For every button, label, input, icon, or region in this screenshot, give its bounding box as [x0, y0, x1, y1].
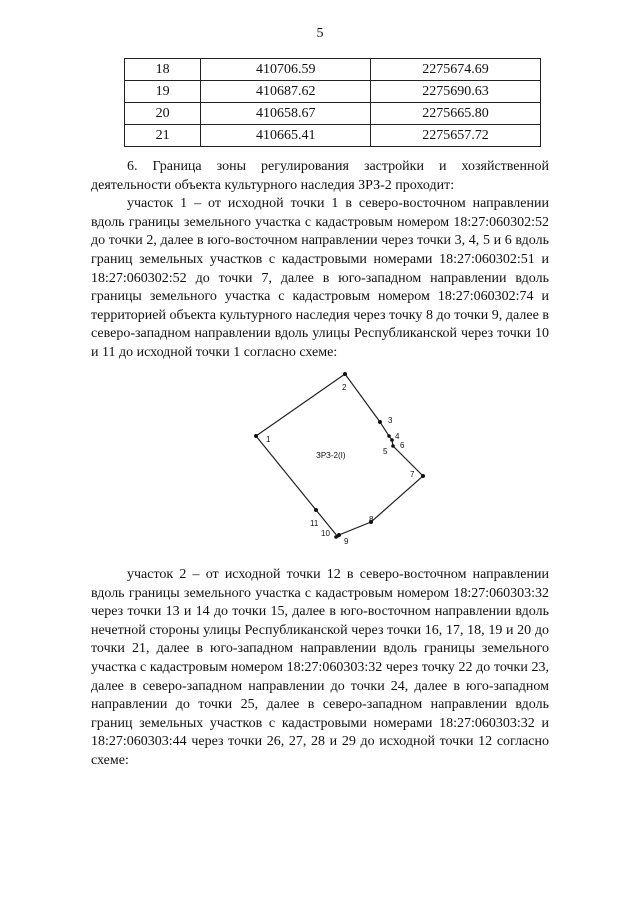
y-coordinate: 2275665.80 — [371, 103, 541, 125]
boundary-point — [387, 434, 391, 438]
boundary-point — [421, 474, 425, 478]
point-label: 5 — [383, 447, 388, 456]
x-coordinate: 410687.62 — [201, 81, 371, 103]
coordinates-table — [124, 58, 541, 147]
point-number: 20 — [125, 103, 201, 125]
page-number: 5 — [316, 26, 324, 41]
point-label: 8 — [369, 515, 374, 524]
table-row — [125, 81, 541, 103]
zone-label: ЗРЗ-2(I) — [316, 451, 346, 460]
x-coordinate: 410706.59 — [201, 59, 371, 81]
point-label: 11 — [310, 519, 319, 528]
section-heading: 6. Граница зоны регулирования застройки и хозяйственной деятельности объекта культурного наследия ЗРЗ-2 проходит: — [91, 159, 549, 193]
boundary-point — [391, 444, 395, 448]
point-label: 2 — [342, 383, 347, 392]
boundary-point — [378, 420, 382, 424]
point-label: 3 — [388, 416, 393, 425]
point-label: 7 — [410, 470, 415, 479]
part-2-text — [91, 566, 549, 771]
boundary-point — [343, 372, 347, 376]
zone-scheme-diagram — [230, 360, 440, 550]
y-coordinate: 2275690.63 — [371, 81, 541, 103]
boundary-point — [254, 434, 258, 438]
table-row — [125, 125, 541, 147]
x-coordinate: 410658.67 — [201, 103, 371, 125]
point-number: 18 — [125, 59, 201, 81]
point-label: 10 — [321, 529, 330, 538]
section-6-text — [91, 158, 549, 363]
point-number: 21 — [125, 125, 201, 147]
point-label: 4 — [395, 432, 400, 441]
table-row — [125, 59, 541, 81]
x-coordinate: 410665.41 — [201, 125, 371, 147]
point-number: 19 — [125, 81, 201, 103]
table-row — [125, 103, 541, 125]
part-2-description: участок 2 – от исходной точки 12 в северо-восточном направлении вдоль границы земельного участка с кадастровым номером 18:27:060303:32 через точки 13 и 14 до точки 15, далее в юго-восточном направлении вдоль нечетной стороны улицы Республиканской через точки 16, 17, 18, 19 и 20 до точки 21, далее в юго-западном направлении вдоль границы земельного участка с кадастровым номером 18:27:060303:32 через точку 22 до точки 23, далее в северо-западном направлении до точки 24, далее в юго-западном направлении до точки 25, далее в северо-западном направлении вдоль границ земельных участков с кадастровыми номерами 18:27:060303:32 и 18:27:060303:44 через точки 26, 27, 28 и 29 до исходной точки 12 согласно схеме: — [91, 567, 549, 768]
point-label: 6 — [400, 441, 405, 450]
y-coordinate: 2275657.72 — [371, 125, 541, 147]
boundary-point — [334, 535, 338, 539]
boundary-point — [390, 438, 394, 442]
point-label: 9 — [344, 537, 349, 546]
y-coordinate: 2275674.69 — [371, 59, 541, 81]
part-1-description: участок 1 – от исходной точки 1 в северо-восточном направлении вдоль границы земельного участка с кадастровым номером 18:27:060302:52 до точки 2, далее в юго-восточном направлении через точки 3, 4, 5 и 6 вдоль границ земельных участков с кадастровыми номерами 18:27:060302:51 и 18:27:060302:52 до точки 7, далее в юго-западном направлении вдоль границы земельного участка с кадастровым номером 18:27:060302:74 и территорией объекта культурного наследия через точку 8 до точки 9, далее в северо-западном направлении вдоль улицы Республиканской через точки 10 и 11 до исходной точки 1 согласно схеме: — [91, 196, 549, 360]
boundary-point — [314, 508, 318, 512]
point-label: 1 — [266, 435, 271, 444]
